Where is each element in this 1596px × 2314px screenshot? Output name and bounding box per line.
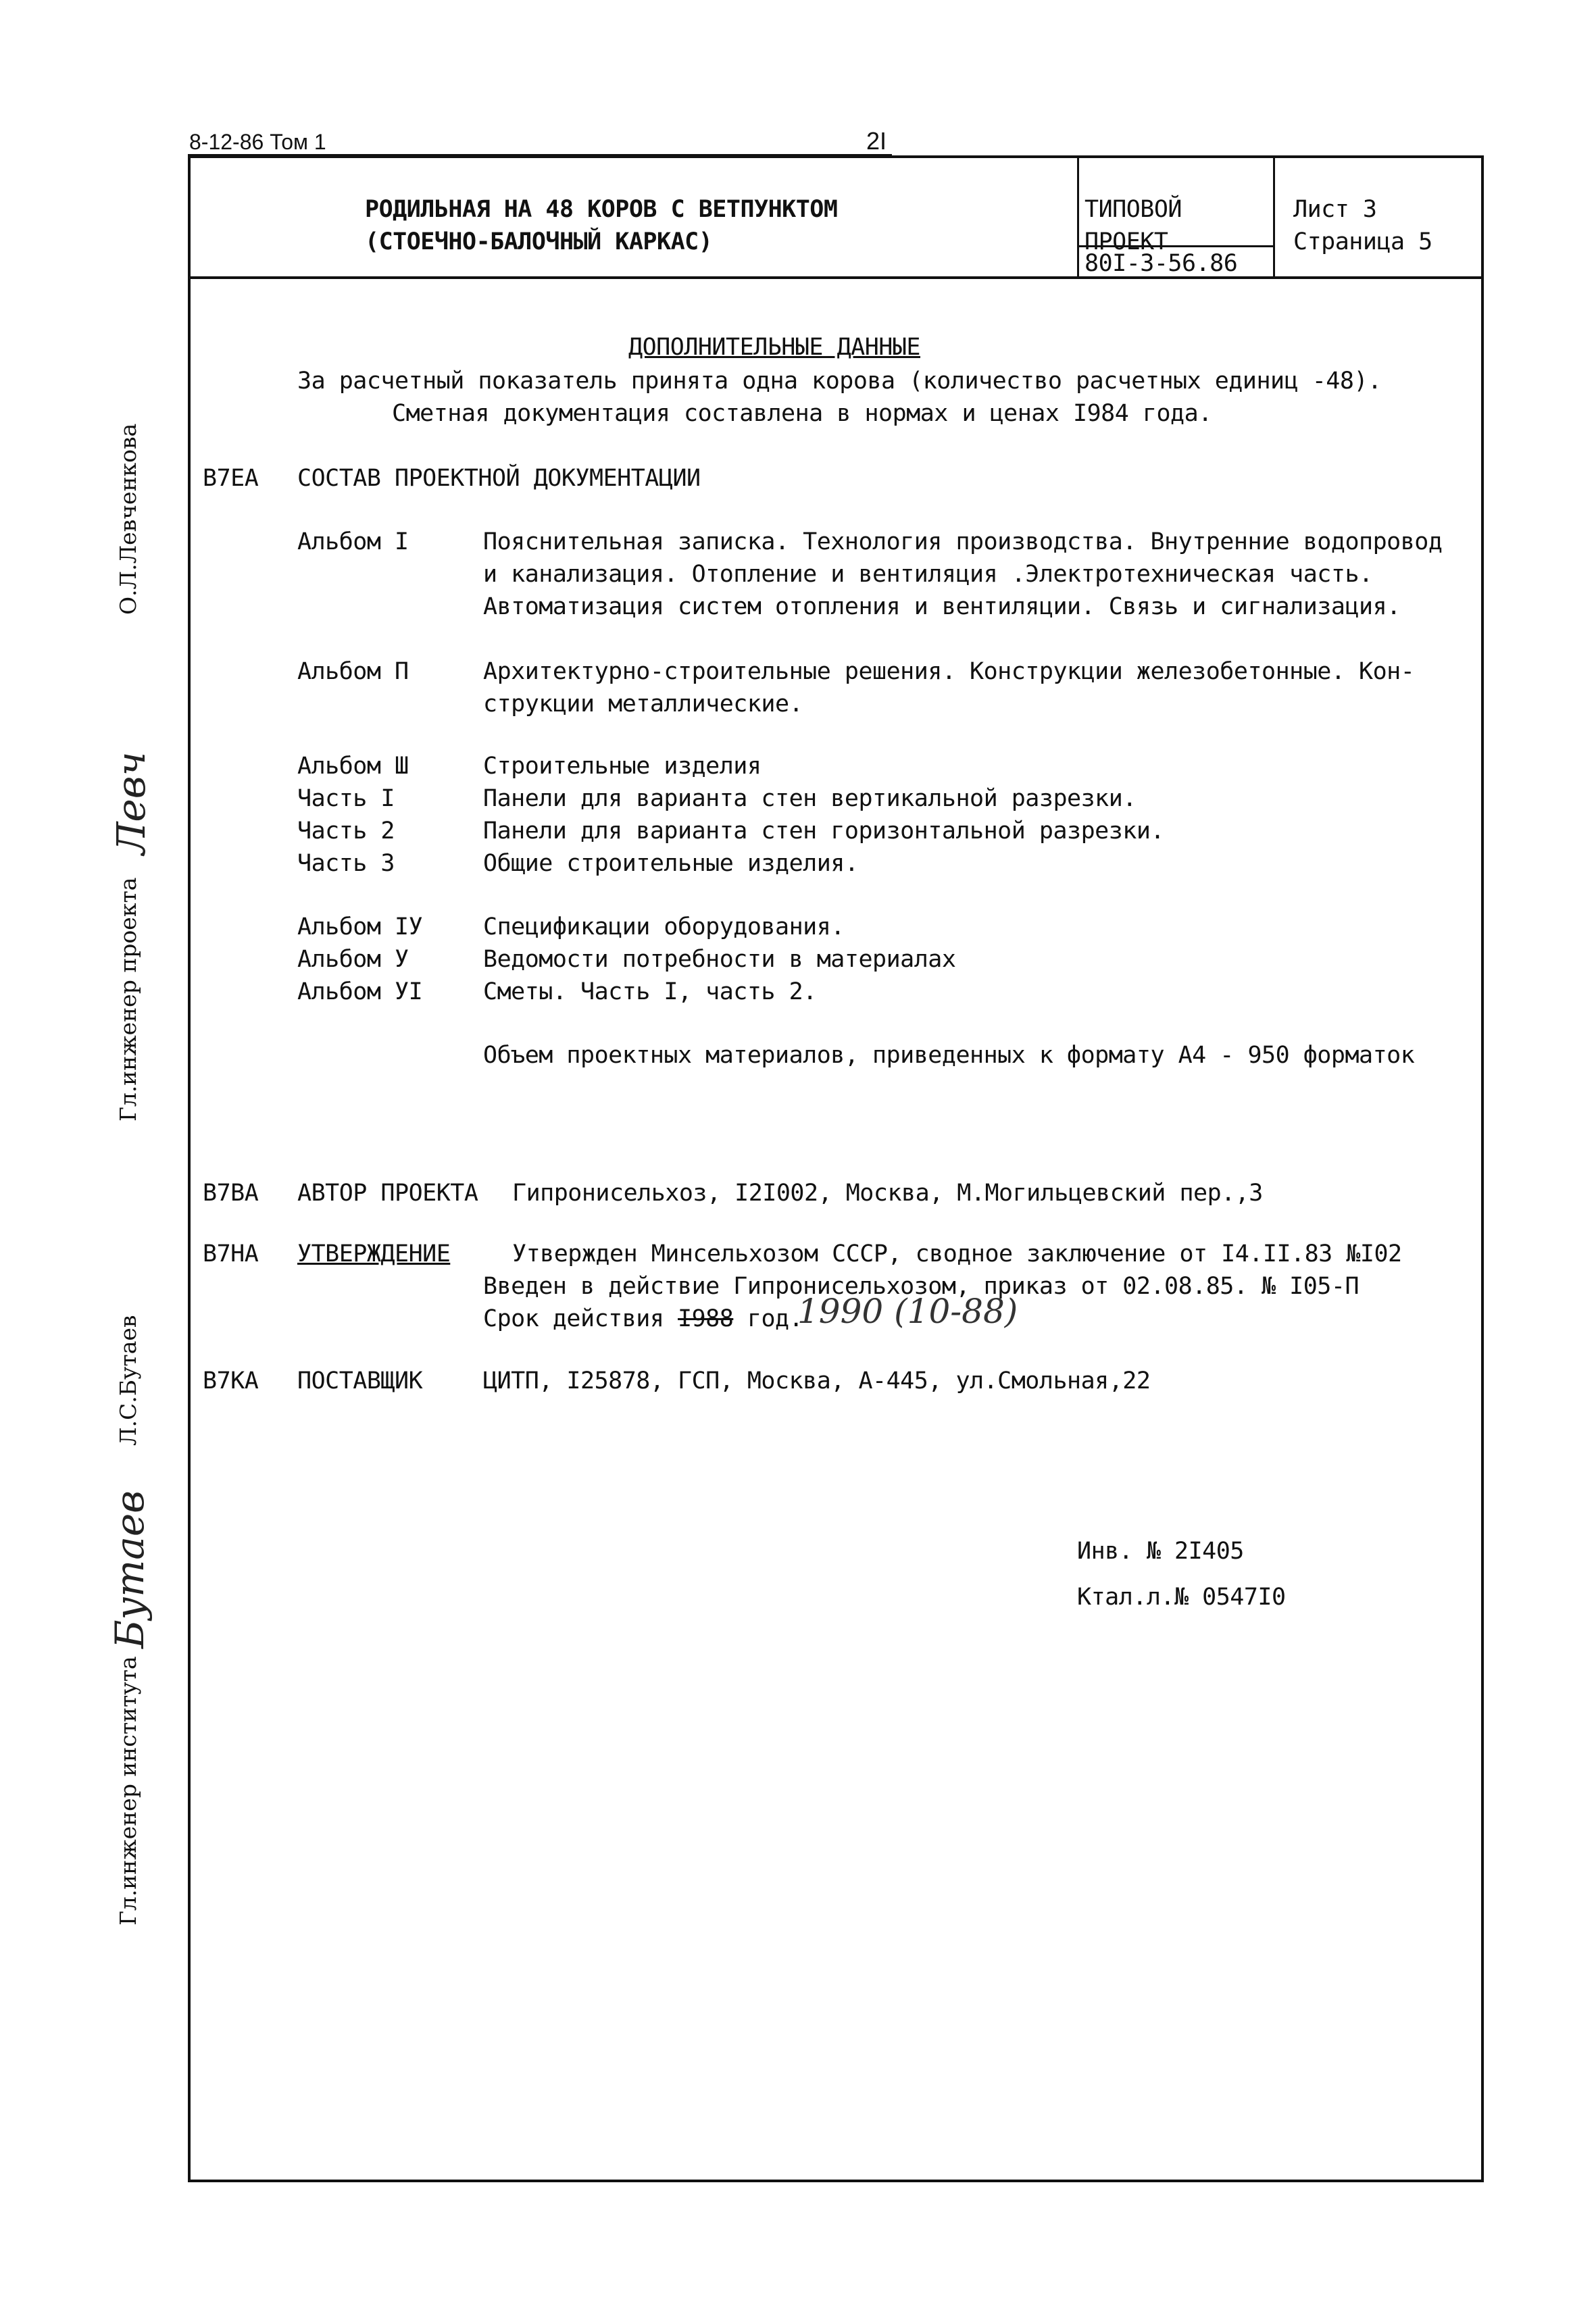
supplier-code: В7КА (203, 1367, 259, 1394)
additional-line-2: Сметная документация составлена в нормах и ценах I984 года. (392, 400, 1212, 427)
title-divider-2 (1273, 155, 1275, 279)
album-5-text: Ведомости потребности в материалах (483, 946, 956, 973)
role-1-label: Гл.инженер проекта (115, 877, 141, 1122)
author-code: В7ВА (203, 1180, 259, 1207)
catalog-number: Ктал.л.№ 0547I0 (1077, 1584, 1286, 1611)
album-1-label: Альбом I (297, 528, 409, 555)
page-number: 2I (866, 127, 887, 155)
volume-text: Объем проектных материалов, приведенных к формату А4 - 950 форматок (483, 1042, 1415, 1069)
composition-title: СОСТАВ ПРОЕКТНОЙ ДОКУМЕНТАЦИИ (297, 465, 701, 492)
author-label: АВТОР ПРОЕКТА (297, 1180, 478, 1207)
album-1-line-3: Автоматизация систем отопления и вентиляции. Связь и сигнализация. (483, 593, 1401, 620)
approval-line-1: Утвержден Минсельхозом СССР, сводное заключение от I4.II.83 №I02 (512, 1240, 1402, 1267)
approval-line-2: Введен в действие Гипронисельхозом, приказ от 02.08.85. № I05-П (483, 1273, 1360, 1300)
approval-label: УТВЕРЖДЕНИЕ (297, 1240, 451, 1267)
validity-prefix: Срок действия (483, 1305, 664, 1332)
title-line-1: РОДИЛЬНАЯ НА 48 КОРОВ С ВЕТПУНКТОМ (365, 196, 838, 223)
type-line-1: ТИПОВОЙ (1084, 196, 1182, 223)
part-1-text: Панели для варианта стен вертикальной разрезки. (483, 785, 1137, 812)
album-2-line-1: Архитектурно-строительные решения. Конструкции железобетонные. Кон- (483, 658, 1415, 685)
album-1-line-2: и канализация. Отопление и вентиляция .Электротехническая часть. (483, 561, 1373, 588)
title-line-2: (СТОЕЧНО-БАЛОЧНЫЙ КАРКАС) (365, 228, 713, 255)
album-4-label: Альбом IУ (297, 913, 423, 940)
part-2-text: Панели для варианта стен горизонтальной разрезки. (483, 818, 1165, 845)
type-line-2: ПРОЕКТ (1084, 228, 1168, 255)
validity-suffix: год. (747, 1305, 803, 1332)
author-text: Гипронисельхоз, I2I002, Москва, М.Могильцевский пер.,3 (512, 1180, 1263, 1207)
album-3-label: Альбом Ш (297, 753, 409, 780)
additional-line-1: За расчетный показатель принята одна корова (количество расчетных единиц -48). (297, 368, 1382, 395)
validity-struck-year: I988 (678, 1305, 734, 1332)
album-5-label: Альбом У (297, 946, 409, 973)
person-2-name: Л.С.Бутаев (115, 1315, 141, 1446)
album-6-label: Альбом УI (297, 978, 423, 1005)
inventory-number: Инв. № 2I405 (1077, 1538, 1244, 1565)
part-1-label: Часть I (297, 785, 395, 812)
series-label: 8-12-86 Том 1 (189, 130, 326, 154)
part-3-label: Часть 3 (297, 850, 395, 877)
supplier-text: ЦИТП, I25878, ГСП, Москва, А-445, ул.Смольная,22 (483, 1367, 1151, 1394)
album-2-line-2: струкции металлические. (483, 690, 803, 718)
approval-code: В7НА (203, 1240, 259, 1267)
person-2-signature: Бутаев (107, 1490, 153, 1649)
album-3-text: Строительные изделия (483, 753, 762, 780)
title-divider-1 (1077, 155, 1079, 279)
validity-handwritten: 1990 (10-88) (797, 1292, 1018, 1331)
person-1-name: О.Л.Левченкова (115, 423, 141, 615)
part-2-label: Часть 2 (297, 818, 395, 845)
page-label: Страница 5 (1293, 228, 1432, 255)
album-2-label: Альбом П (297, 658, 409, 685)
supplier-label: ПОСТАВЩИК (297, 1367, 423, 1394)
composition-code: В7ЕА (203, 465, 259, 492)
part-3-text: Общие строительные изделия. (483, 850, 859, 877)
album-4-text: Спецификации оборудования. (483, 913, 845, 940)
page-frame (188, 155, 1484, 2182)
person-1-signature: Левч (108, 751, 154, 855)
sheet-number: Лист 3 (1293, 196, 1377, 223)
role-2-label: Гл.инженер института (115, 1656, 141, 1926)
approval-line-3 (483, 1303, 803, 1335)
album-1-line-1: Пояснительная записка. Технология производства. Внутренние водопровод (483, 528, 1443, 555)
project-code: 80I-3-56.86 (1084, 250, 1238, 277)
additional-heading: ДОПОЛНИТЕЛЬНЫЕ ДАННЫЕ (628, 334, 921, 361)
album-6-text: Сметы. Часть I, часть 2. (483, 978, 817, 1005)
